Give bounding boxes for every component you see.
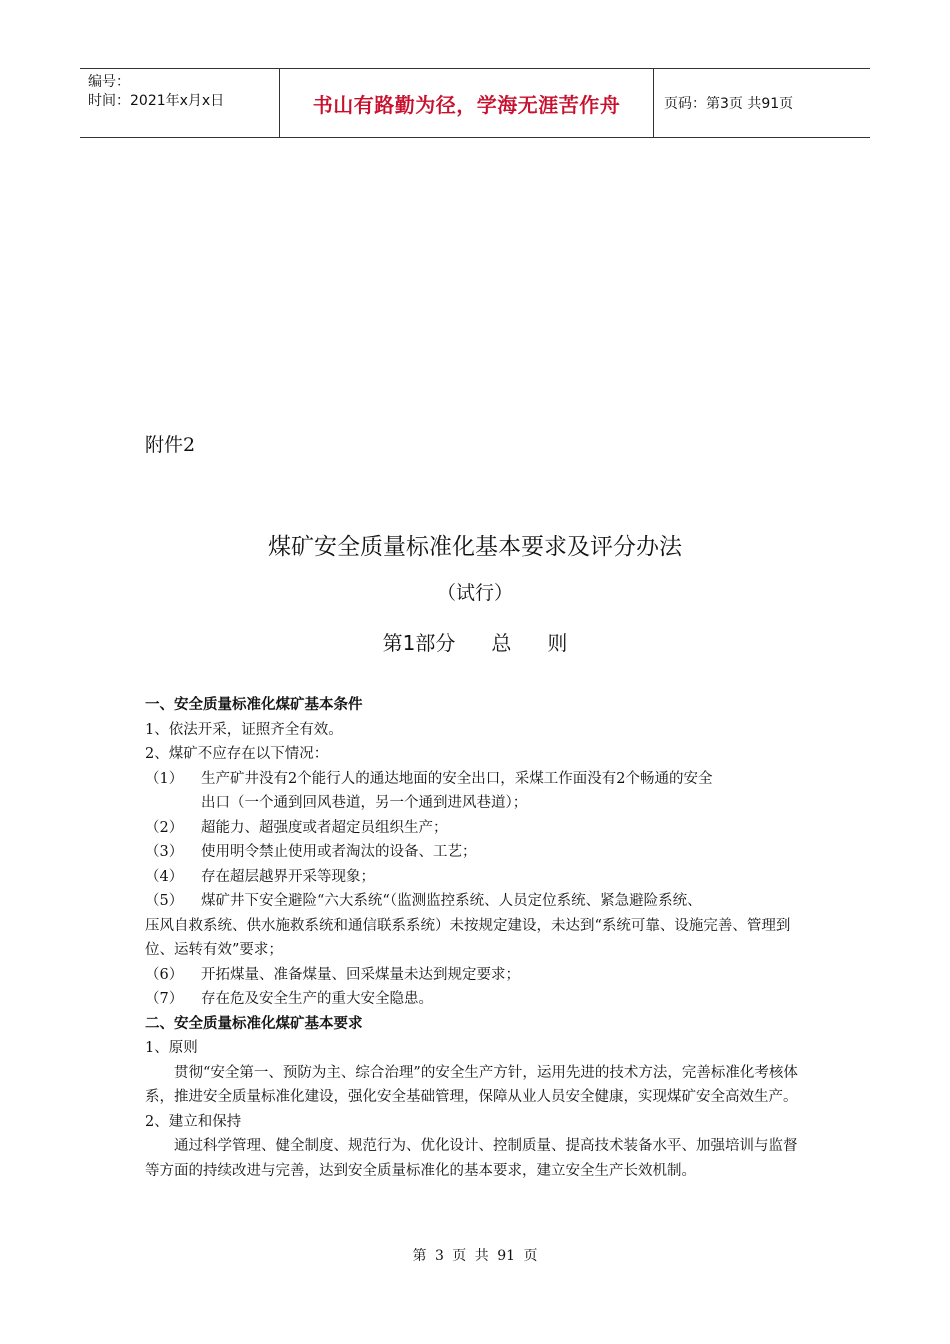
part-heading (0, 627, 950, 656)
header-page-info: 页码：第3页 共91页 (664, 96, 794, 112)
list-item-number: （3） (145, 844, 184, 860)
document-subtitle: （试行） (436, 582, 513, 604)
section2-para1: 贯彻“安全第一、预防为主、综合治理”的安全生产方针，运用先进的技术方法，完善标准化考核体系，推进安全质量标准化建设，强化安全基础管理，保障从业人员安全健康，实现煤矿安全高效生产。 (145, 1064, 798, 1105)
list-item-number: （2） (145, 819, 184, 836)
list-item-text: 开拓煤量、准备煤量、回采煤量未达到规定要求； (201, 966, 520, 983)
document-body (145, 693, 811, 1183)
section2-sub2: 2、建立和保持 (145, 1113, 242, 1130)
header-motto: 书山有路勤为径，学海无涯苦作舟 (280, 69, 654, 137)
list-item-number: （7） (145, 991, 184, 1007)
list-item-continuation: 压风自救系统、供水施救系统和通信联系系统）未按规定建设，未达到“系统可靠、设施完善、管理到位、运转有效”要求； (145, 917, 791, 958)
list-item-text: 超能力、超强度或者超定员组织生产； (201, 819, 448, 836)
list-item (145, 816, 811, 841)
list-item (145, 865, 811, 890)
list-item-number: （4） (145, 868, 184, 885)
list-item-text: 煤矿井下安全避险“六大系统“（监测监控系统、人员定位系统、紧急避险系统、 (201, 893, 702, 909)
header-meta (80, 69, 280, 137)
list-item (145, 963, 811, 988)
page-footer: 第 3 页 共 91 页 (412, 1248, 538, 1264)
section2-para2: 通过科学管理、健全制度、规范行为、优化设计、控制质量、提高技术装备水平、加强培训与监督等方面的持续改进与完善，达到安全质量标准化的基本要求，建立安全生产长效机制。 (145, 1138, 798, 1179)
part-number: 第1部分 (382, 631, 456, 655)
date-label: 时间：2021年x月x日 (88, 93, 225, 109)
part-name-2: 则 (547, 631, 568, 655)
section2-sub1: 1、原则 (145, 1040, 198, 1056)
number-label: 编号： (88, 74, 130, 90)
list-item-text: 存在超层越界开采等现象； (201, 868, 375, 885)
part-name-1: 总 (491, 631, 512, 655)
header-table (80, 68, 870, 138)
list-item (145, 889, 811, 914)
section2-heading: 二、安全质量标准化煤矿基本要求 (145, 1015, 363, 1032)
list-item-text: 生产矿井没有2个能行人的通达地面的安全出口，采煤工作面没有2个畅通的安全 (201, 770, 713, 787)
list-item-number: （1） (145, 770, 184, 787)
section1-line2: 2、煤矿不应存在以下情况： (145, 746, 329, 762)
section1-heading: 一、安全质量标准化煤矿基本条件 (145, 697, 363, 713)
attachment-label: 附件2 (145, 434, 196, 456)
list-item (145, 767, 811, 792)
list-item-text: 存在危及安全生产的重大安全隐患。 (201, 991, 433, 1007)
section1-line1: 1、依法开采，证照齐全有效。 (145, 721, 343, 738)
list-item-continuation: 出口（一个通到回风巷道，另一个通到进风巷道）； (201, 795, 528, 811)
document-title: 煤矿安全质量标准化基本要求及评分办法 (268, 534, 682, 560)
list-item-text: 使用明令禁止使用或者淘汰的设备、工艺； (201, 844, 477, 860)
list-item (145, 987, 811, 1012)
list-item-number: （6） (145, 966, 184, 983)
list-item-number: （5） (145, 893, 184, 909)
list-item (145, 840, 811, 865)
